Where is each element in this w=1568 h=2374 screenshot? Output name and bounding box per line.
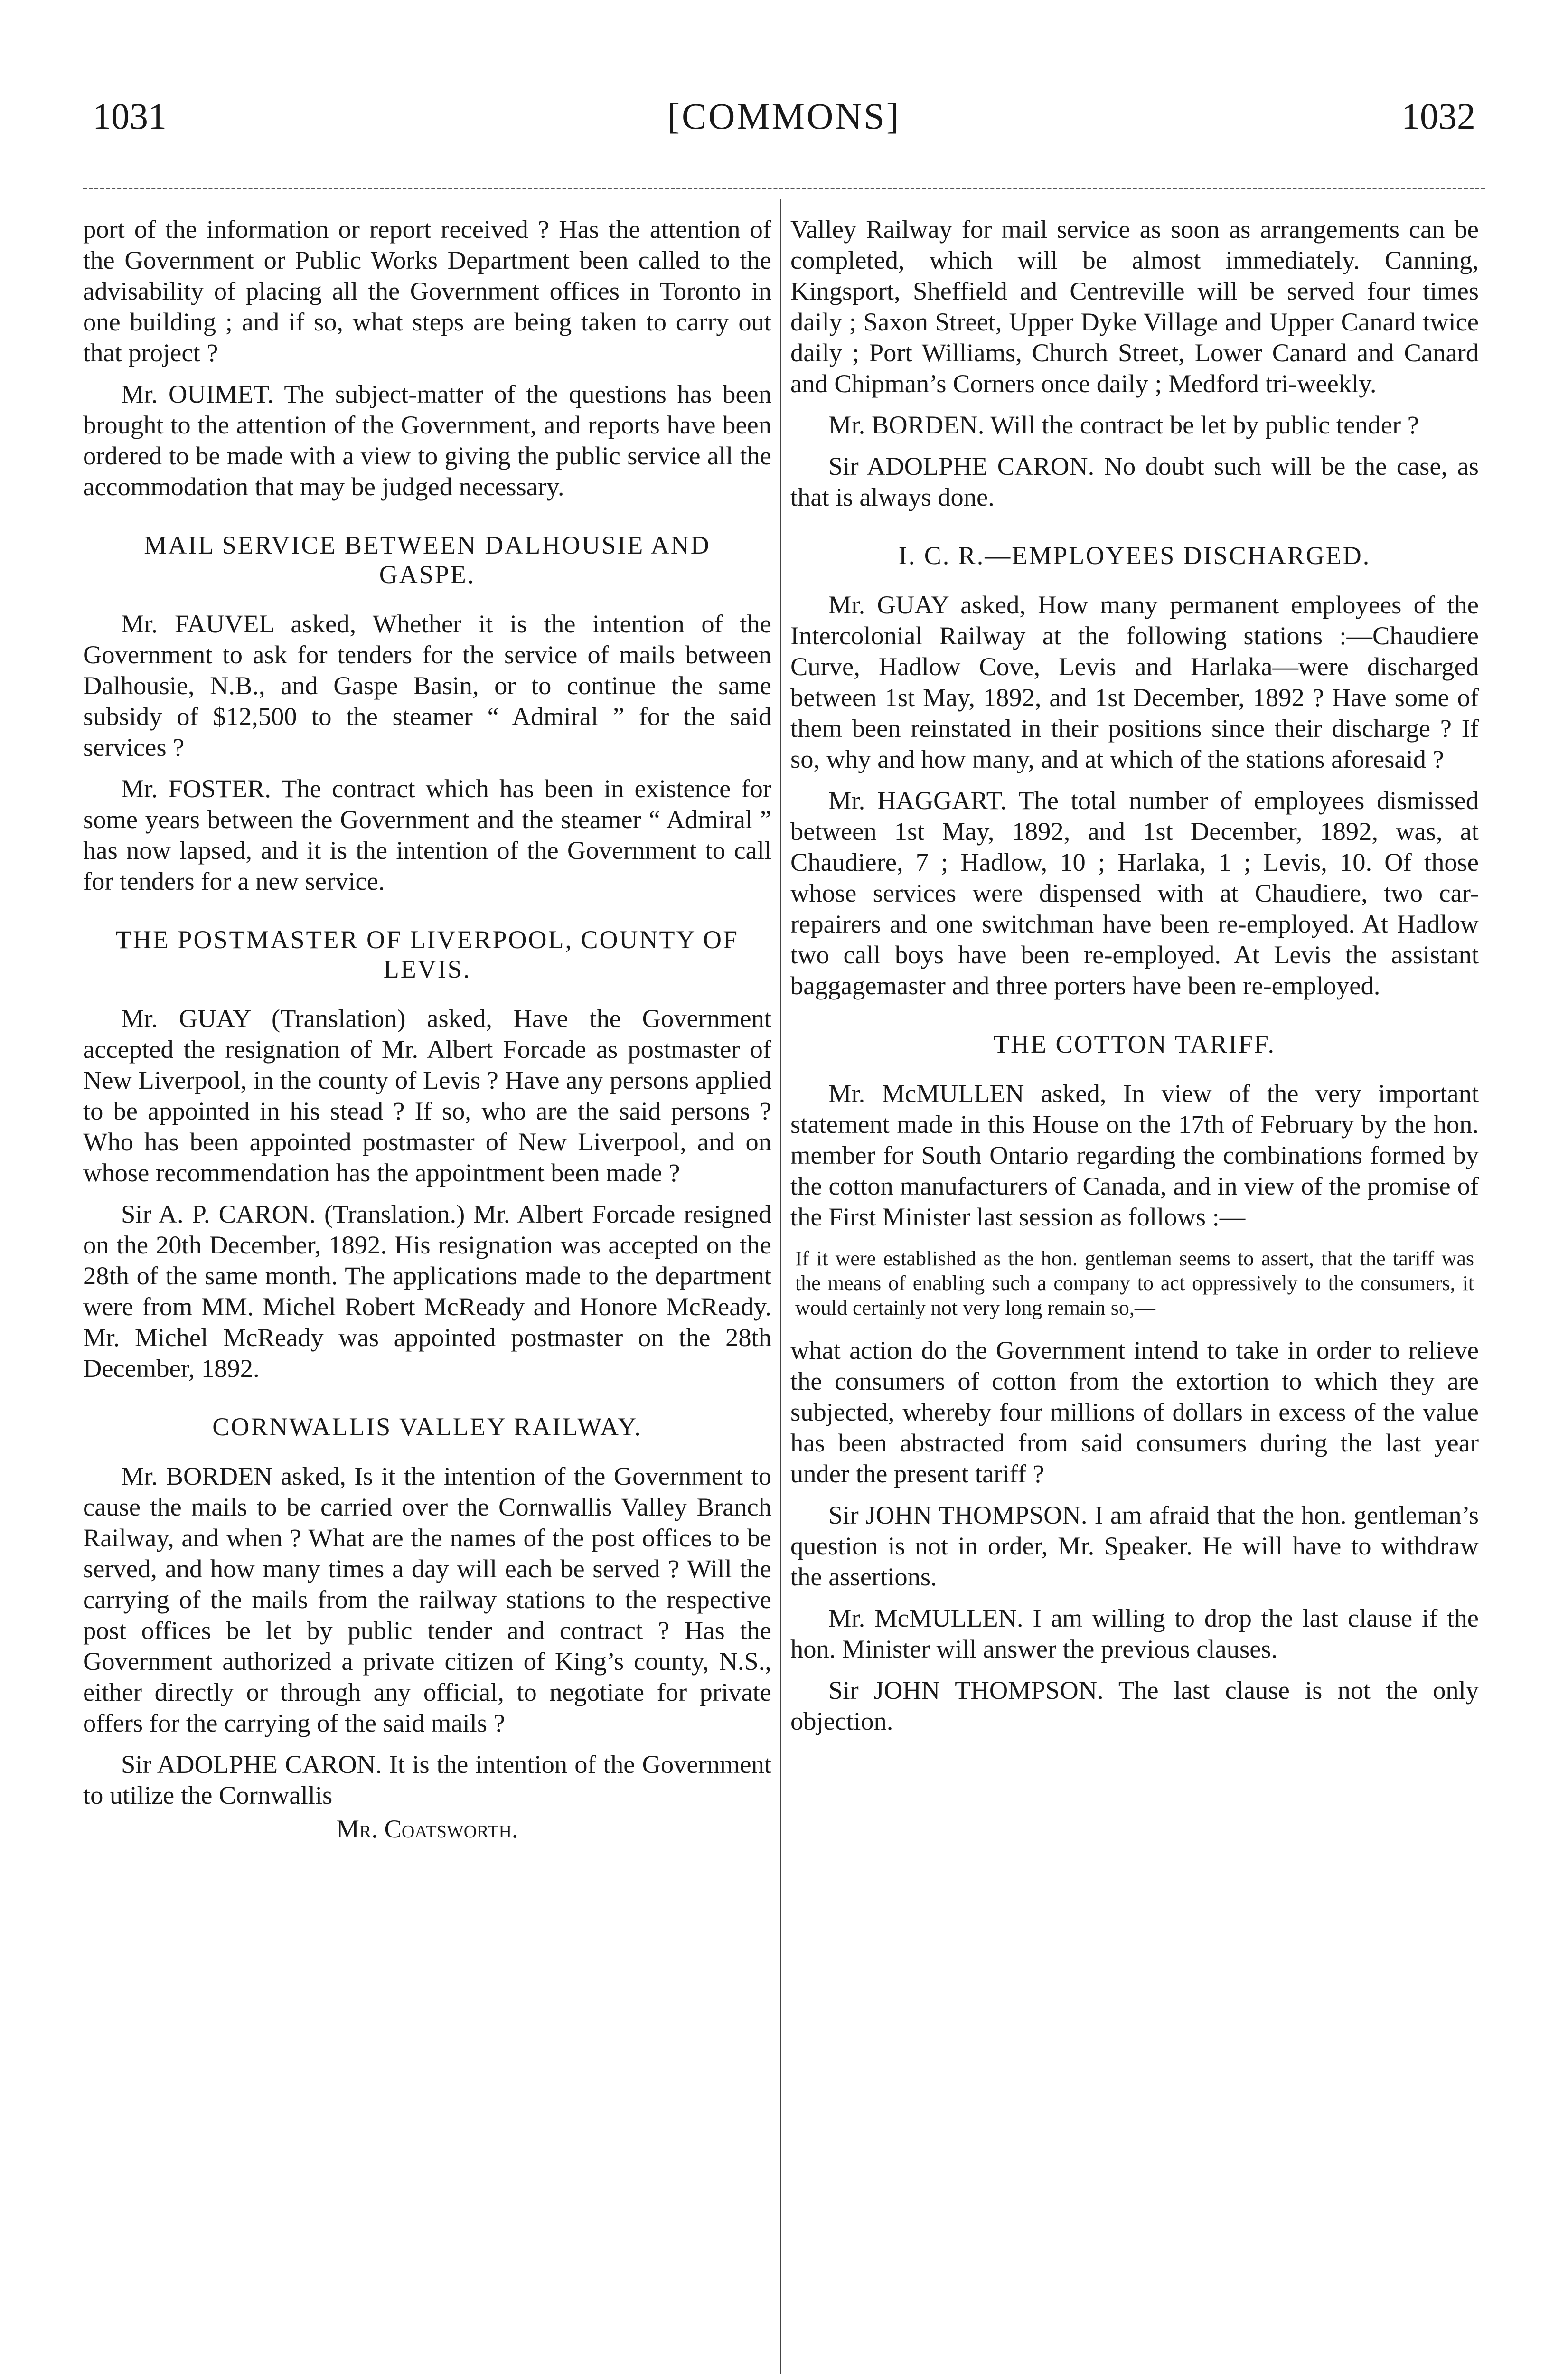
paragraph: Sir JOHN THOMPSON. The last clause is not the only objection. — [790, 1676, 1479, 1735]
paragraph: Mr. BORDEN. Will the contract be let by public tender ? — [828, 410, 1419, 439]
paragraph: Mr. GUAY asked, How many permanent employees of the Intercolonial Railway at the following stations :—Chaudiere Curve, Hadlow Cove, Levis and Harlaka—were discharged between 1st May, 1892, and 1st December, 1892 ? Have some of them been reinstated in their positions since their discharge ? If so, why and how many, and at which of the stations aforesaid ? — [790, 590, 1479, 773]
paragraph: Valley Railway for mail service as soon as arrangements can be completed, which will be almost immediately. Canning, Kingsport, Sheffield and Centreville will be served four times daily ; Saxon Street, Upper Dyke Village and Upper Canard twice daily ; Port Williams, Church Street, Lower Canard and Canard and Chipman’s Corners once daily ; Medford tri-weekly. — [790, 215, 1479, 398]
paragraph: Mr. OUIMET. The subject-matter of the questions has been brought to the attention of the Government, and reports have been ordered to be made with a view to giving the public service all the accommodation that may be judged necessary. — [83, 379, 771, 501]
section-heading: MAIL SERVICE BETWEEN DALHOUSIE AND GASPE. — [144, 531, 711, 589]
paragraph: Mr. FOSTER. The contract which has been in existence for some years between the Government and the steamer “ Admiral ” has now lapsed, and it is the intention of the Government to call for tenders for a new service. — [83, 774, 771, 895]
paragraph: port of the information or report received ? Has the attention of the Government or Public Works Department been called to the advisability of placing all the Government offices in Toronto in one building ; and if so, what steps are being taken to carry out that project ? — [83, 215, 771, 367]
section-heading: THE COTTON TARIFF. — [994, 1030, 1276, 1058]
paragraph: Mr. GUAY (Translation) asked, Have the Government accepted the resignation of Mr. Albert Forcade as postmaster of New Liverpool, in the county of Levis ? Have any persons applied to be appointed in his stead ? If so, who are the said persons ? Who has been appointed postmaster of New Liverpool, and on whose recommendation has the appointment been made ? — [83, 1004, 771, 1187]
header-rule — [83, 188, 1485, 189]
section-heading: I. C. R.—EMPLOYEES DISCHARGED. — [898, 541, 1371, 570]
column-divider — [780, 199, 781, 2374]
page-header — [83, 90, 1485, 142]
paragraph: Mr. FAUVEL asked, Whether it is the intention of the Government to ask for tenders for the service of mails between Dalhousie, N.B., and Gaspe Basin, or to continue the same subsidy of $12,500 to the steamer “ Admiral ” for the said services ? — [83, 609, 771, 762]
paragraph: Sir ADOLPHE CARON. It is the intention of the Government to utilize the Cornwallis — [83, 1750, 771, 1809]
page-number-right: 1032 — [1401, 95, 1475, 137]
paragraph: Sir ADOLPHE CARON. No doubt such will be the case, as that is always done. — [790, 452, 1479, 511]
page-number-left: 1031 — [93, 95, 167, 137]
section-heading: CORNWALLIS VALLEY RAILWAY. — [212, 1413, 642, 1441]
left-column — [83, 214, 771, 1844]
section-heading: THE POSTMASTER OF LIVERPOOL, COUNTY OF LEVIS. — [115, 925, 739, 983]
paragraph: Sir JOHN THOMPSON. I am afraid that the hon. gentleman’s question is not in order, Mr. Speaker. He will have to withdraw the assertions. — [790, 1500, 1479, 1591]
running-title: [COMMONS] — [667, 95, 901, 137]
paragraph: Mr. McMULLEN. I am willing to drop the last clause if the hon. Minister will answer the previous clauses. — [790, 1603, 1479, 1663]
right-column — [790, 214, 1479, 1736]
paragraph: what action do the Government intend to take in order to relieve the consumers of cotton from the extortion to which they are subjected, whereby four millions of dollars in excess of the value has been abstracted from said consumers during the last year under the present tariff ? — [790, 1336, 1479, 1488]
paragraph: Mr. HAGGART. The total number of employees dismissed between 1st May, 1892, and 1st December, 1892, was, at Chaudiere, 7 ; Hadlow, 10 ; Harlaka, 1 ; Levis, 10. Of those whose services were dispensed with at Chaudiere, two car-repairers and one switchman have been re-employed. At Hadlow two call boys have been re-employed. At Levis the assistant baggagemaster and three porters have been re-employed. — [790, 786, 1479, 1000]
paragraph: Mr. McMULLEN asked, In view of the very important statement made in this House on the 17th of February by the hon. member for South Ontario regarding the combinations formed by the cotton manufacturers of Canada, and in view of the promise of the First Minister last session as follows :— — [790, 1079, 1479, 1231]
block-quote: If it were established as the hon. gentleman seems to assert, that the tariff was the means of enabling such a company to act oppressively to the consumers, it would certainly not very long remain so,— — [795, 1247, 1474, 1319]
paragraph: Sir A. P. CARON. (Translation.) Mr. Albert Forcade resigned on the 20th December, 1892. His resignation was accepted on the 28th of the same month. The applications made to the department were from MM. Michel Robert McReady and Honore McReady. Mr. Michel McReady was appointed postmaster on the 28th December, 1892. — [83, 1199, 771, 1383]
page-footer-name: Mr. Coatsworth. — [336, 1814, 518, 1843]
paragraph: Mr. BORDEN asked, Is it the intention of the Government to cause the mails to be carried over the Cornwallis Valley Branch Railway, and when ? What are the names of the post offices to be served, and how many times a day will each be served ? Will the carrying of the mails from the railway stations to the respective post offices be let by public tender and contract ? Has the Government authorized a private citizen of King’s county, N.S., either directly or through any official, to negotiate for private offers for the carrying of the said mails ? — [83, 1461, 771, 1737]
